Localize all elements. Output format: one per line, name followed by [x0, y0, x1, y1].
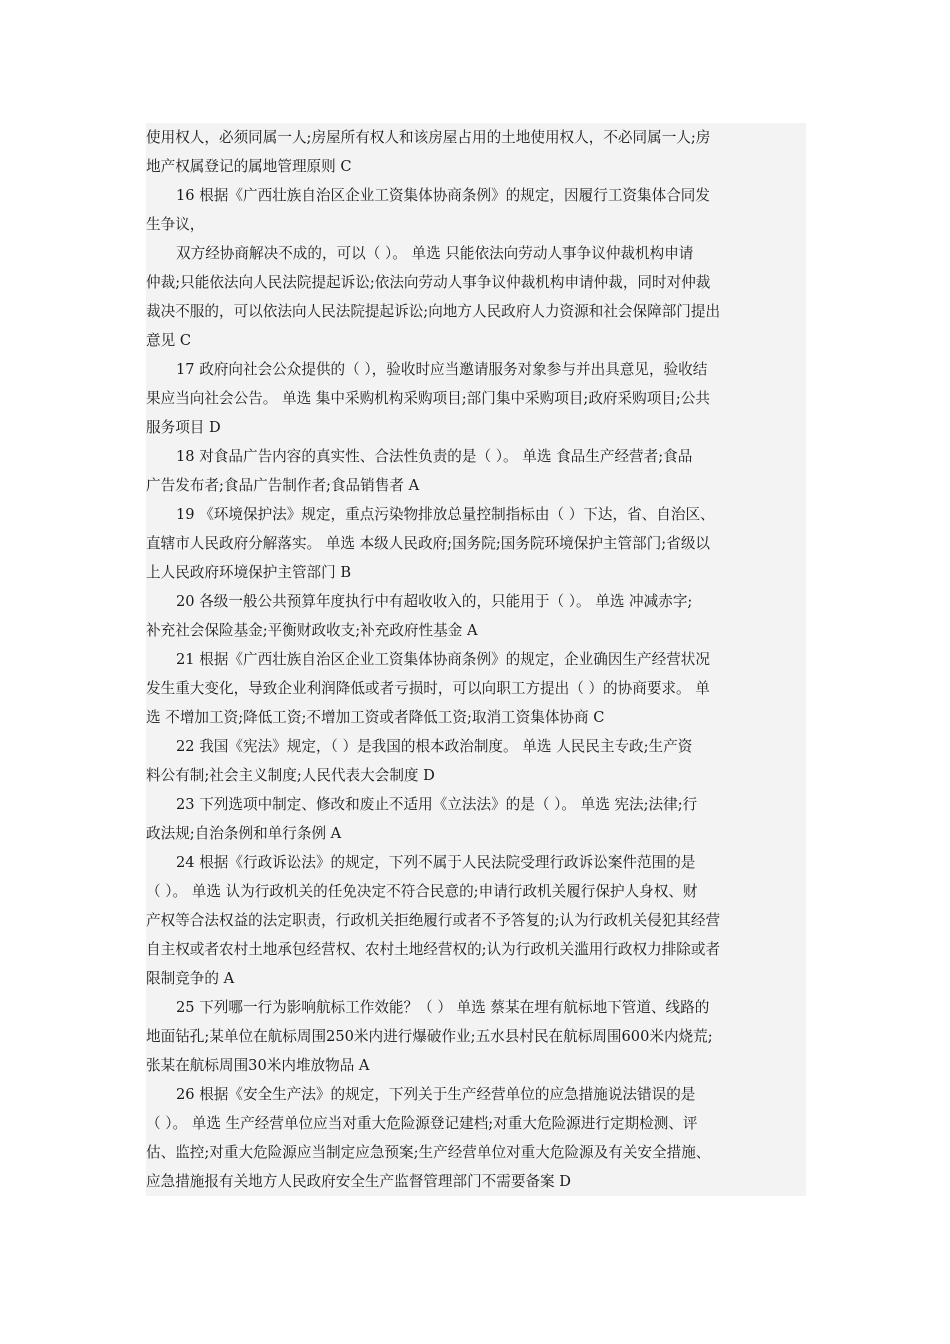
text-line: 料公有制;社会主义制度;人民代表大会制度 D — [146, 767, 435, 784]
text-line: 自主权或者农村土地承包经营权、农村土地经营权的;认为行政机关滥用行政权力排除或者 — [146, 941, 721, 958]
text-line: 估、监控;对重大危险源应当制定应急预案;生产经营单位对重大危险源及有关安全措施、 — [146, 1144, 711, 1161]
text-line: 产权等合法权益的法定职责，行政机关拒绝履行或者不予答复的;认为行政机关侵犯其经营 — [146, 912, 721, 929]
text-line: 果应当向社会公告。 单选 集中采购机构采购项目;部门集中采购项目;政府采购项目;公共 — [146, 390, 711, 407]
text-line: 意见 C — [146, 332, 191, 349]
text-line: 19 《环境保护法》规定，重点污染物排放总量控制指标由（ ）下达，省、自治区、 — [176, 506, 715, 523]
text-line: 服务项目 D — [146, 419, 221, 436]
text-line: 补充社会保险基金;平衡财政收支;补充政府性基金 A — [146, 622, 478, 639]
text-line: 仲裁;只能依法向人民法院提起诉讼;依法向劳动人事争议仲裁机构申请仲裁，同时对仲裁 — [146, 274, 711, 291]
text-line: 25 下列哪一行为影响航标工作效能？（ ） 单选 蔡某在埋有航标地下管道、线路的 — [176, 999, 710, 1016]
text-line: 广告发布者;食品广告制作者;食品销售者 A — [146, 477, 420, 494]
text-line: 上人民政府环境保护主管部门 B — [146, 564, 352, 581]
text-line: 张某在航标周围30米内堆放物品 A — [146, 1057, 370, 1074]
text-line: 直辖市人民政府分解落实。 单选 本级人民政府;国务院;国务院环境保护主管部门;省级以 — [146, 535, 711, 552]
text-line: 24 根据《行政诉讼法》的规定，下列不属于人民法院受理行政诉讼案件范围的是 — [176, 854, 696, 871]
text-line: 应急措施报有关地方人民政府安全生产监督管理部门不需要备案 D — [146, 1173, 571, 1190]
text-line: 地产权属登记的属地管理原则 C — [146, 158, 352, 175]
text-line: 17 政府向社会公众提供的（ ），验收时应当邀请服务对象参与并出具意见，验收结 — [176, 361, 708, 378]
text-line: 26 根据《安全生产法》的规定，下列关于生产经营单位的应急措施说法错误的是 — [176, 1086, 696, 1103]
text-line: 发生重大变化，导致企业利润降低或者亏损时，可以向职工方提出（ ）的协商要求。 单 — [146, 680, 710, 697]
text-line: 选 不增加工资;降低工资;不增加工资或者降低工资;取消工资集体协商 C — [146, 709, 605, 726]
text-line: 20 各级一般公共预算年度执行中有超收收入的，只能用于（ ）。 单选 冲减赤字; — [176, 593, 693, 610]
text-line: 政法规;自治条例和单行条例 A — [146, 825, 342, 842]
document-body — [146, 123, 806, 1196]
text-line: 22 我国《宪法》规定，（ ）是我国的根本政治制度。 单选 人民民主专政;生产资 — [176, 738, 693, 755]
text-line: 裁决不服的，可以依法向人民法院提起诉讼;向地方人民政府人力资源和社会保障部门提出 — [146, 303, 721, 320]
text-line: 18 对食品广告内容的真实性、合法性负责的是（ ）。 单选 食品生产经营者;食品 — [176, 448, 693, 465]
text-line: 地面钻孔;某单位在航标周围250米内进行爆破作业;五水县村民在航标周围600米内烧荒; — [146, 1028, 713, 1045]
text-line: 21 根据《广西壮族自治区企业工资集体协商条例》的规定，企业确因生产经营状况 — [176, 651, 710, 668]
text-line: 生争议， — [146, 216, 205, 233]
text-line: 限制竞争的 A — [146, 970, 235, 987]
text-line: 使用权人，必须同属一人;房屋所有权人和该房屋占用的土地使用权人，不必同属一人;房 — [146, 129, 711, 146]
text-line: 23 下列选项中制定、修改和废止不适用《立法法》的是（ ）。 单选 宪法;法律;行 — [176, 796, 698, 813]
text-line: （ ）。 单选 认为行政机关的任免决定不符合民意的;申请行政机关履行保护人身权、财 — [146, 883, 698, 900]
text-line: （ ）。 单选 生产经营单位应当对重大危险源登记建档;对重大危险源进行定期检测、评 — [146, 1115, 698, 1132]
text-line: 16 根据《广西壮族自治区企业工资集体协商条例》的规定，因履行工资集体合同发 — [176, 187, 710, 204]
text-line: 双方经协商解决不成的，可以（ ）。 单选 只能依法向劳动人事争议仲裁机构申请 — [176, 245, 694, 262]
document-page — [146, 123, 806, 1196]
